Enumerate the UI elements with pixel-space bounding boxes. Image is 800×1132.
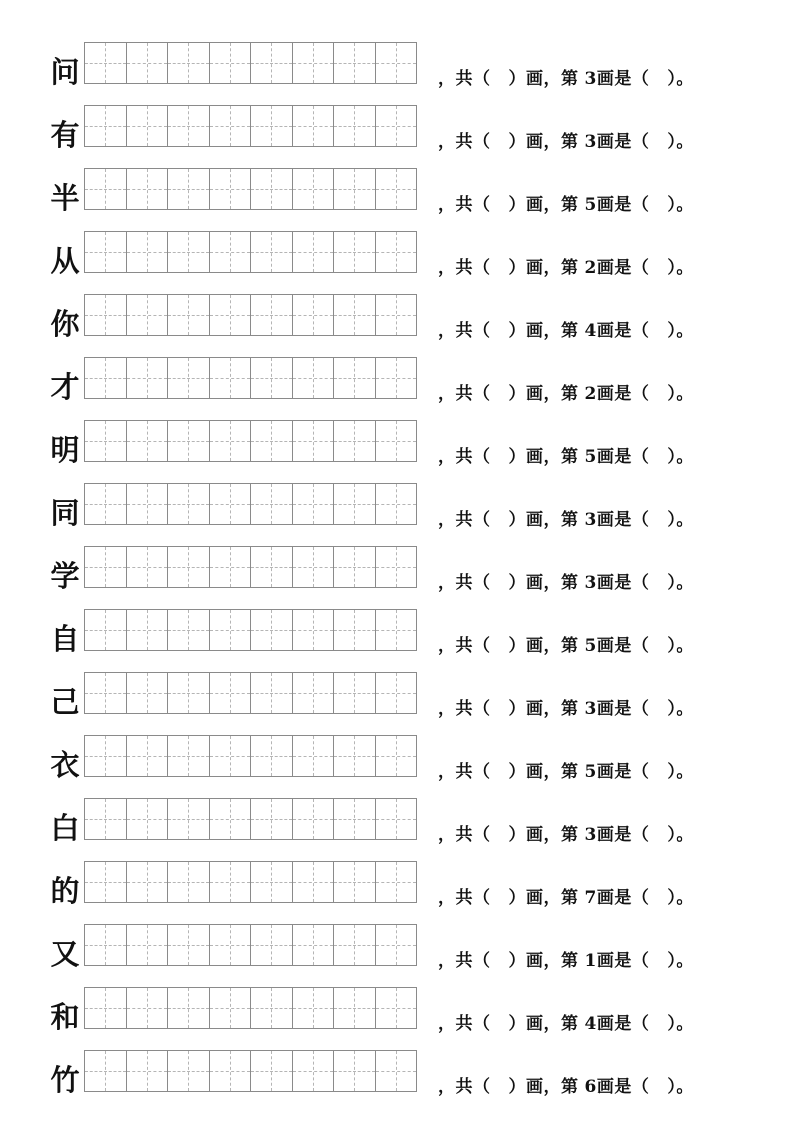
grid-cell: [376, 547, 418, 587]
grid-cell: [210, 1051, 252, 1091]
grid-cell: [210, 421, 252, 461]
question-suffix: 画是（: [596, 1014, 650, 1034]
stroke-number: 6: [584, 1077, 597, 1097]
grid-cell: [376, 736, 418, 776]
grid-cell: [293, 799, 335, 839]
stroke-number: 5: [584, 762, 597, 782]
grid-cell: [376, 925, 418, 965]
grid-cell: [127, 232, 169, 272]
grid-cell: [376, 484, 418, 524]
character-label: 白: [50, 811, 80, 845]
grid-cell: [127, 925, 169, 965]
grid-cell: [210, 295, 252, 335]
grid-cell: [168, 358, 210, 398]
grid-cell: [293, 295, 335, 335]
grid-cell: [251, 862, 293, 902]
grid-cell: [334, 421, 376, 461]
stroke-question: [438, 316, 694, 341]
grid-cell: [251, 358, 293, 398]
writing-grid: [84, 420, 417, 462]
stroke-number: 5: [584, 195, 597, 215]
question-middle: ）画，第: [508, 762, 579, 782]
grid-cell: [210, 358, 252, 398]
grid-cell: [127, 358, 169, 398]
question-end: ）。: [667, 1014, 694, 1034]
grid-cell: [334, 169, 376, 209]
question-prefix: ，共（: [438, 1077, 491, 1097]
grid-cell: [85, 673, 127, 713]
grid-cell: [251, 106, 293, 146]
grid-cell: [210, 484, 252, 524]
grid-cell: [376, 295, 418, 335]
stroke-number: 5: [584, 636, 597, 656]
question-middle: ）画，第: [508, 195, 579, 215]
grid-cell: [127, 799, 169, 839]
writing-grid: [84, 609, 417, 651]
grid-cell: [85, 736, 127, 776]
stroke-question: [438, 64, 694, 89]
grid-cell: [168, 988, 210, 1028]
question-end: ）。: [667, 1077, 694, 1097]
character-label: 半: [50, 181, 80, 215]
question-prefix: ，共（: [438, 321, 491, 341]
question-prefix: ，共（: [438, 573, 491, 593]
grid-cell: [334, 736, 376, 776]
stroke-number: 3: [584, 573, 597, 593]
exercise-row: [0, 861, 800, 911]
grid-cell: [251, 484, 293, 524]
grid-cell: [210, 925, 252, 965]
character-label: 问: [50, 55, 80, 89]
question-middle: ）画，第: [508, 636, 579, 656]
character-label: 你: [50, 307, 80, 341]
grid-cell: [85, 484, 127, 524]
grid-cell: [210, 547, 252, 587]
grid-cell: [251, 43, 293, 83]
question-suffix: 画是（: [596, 762, 650, 782]
question-suffix: 画是（: [596, 510, 650, 530]
question-prefix: ，共（: [438, 1014, 491, 1034]
question-suffix: 画是（: [596, 69, 650, 89]
stroke-number: 4: [584, 1014, 597, 1034]
question-prefix: ，共（: [438, 195, 491, 215]
grid-cell: [127, 484, 169, 524]
grid-cell: [293, 1051, 335, 1091]
grid-cell: [376, 610, 418, 650]
grid-cell: [210, 988, 252, 1028]
stroke-question: [438, 883, 694, 908]
grid-cell: [376, 106, 418, 146]
character-label: 己: [50, 685, 80, 719]
grid-cell: [168, 736, 210, 776]
question-suffix: 画是（: [596, 888, 650, 908]
grid-cell: [251, 232, 293, 272]
grid-cell: [293, 43, 335, 83]
grid-cell: [127, 610, 169, 650]
stroke-number: 2: [584, 258, 597, 278]
grid-cell: [127, 43, 169, 83]
stroke-number: 3: [584, 699, 597, 719]
grid-cell: [210, 736, 252, 776]
grid-cell: [293, 610, 335, 650]
writing-grid: [84, 861, 417, 903]
question-middle: ）画，第: [508, 825, 579, 845]
grid-cell: [293, 484, 335, 524]
writing-grid: [84, 294, 417, 336]
grid-cell: [376, 673, 418, 713]
stroke-number: 3: [584, 69, 597, 89]
grid-cell: [376, 862, 418, 902]
grid-cell: [251, 169, 293, 209]
character-label: 竹: [50, 1063, 80, 1097]
stroke-question: [438, 442, 694, 467]
question-middle: ）画，第: [508, 321, 579, 341]
stroke-number: 2: [584, 384, 597, 404]
question-suffix: 画是（: [596, 132, 650, 152]
grid-cell: [293, 421, 335, 461]
grid-cell: [85, 547, 127, 587]
grid-cell: [85, 295, 127, 335]
question-end: ）。: [667, 258, 694, 278]
grid-cell: [251, 1051, 293, 1091]
writing-grid: [84, 924, 417, 966]
writing-grid: [84, 357, 417, 399]
writing-grid: [84, 168, 417, 210]
exercise-row: [0, 924, 800, 974]
grid-cell: [293, 106, 335, 146]
stroke-question: [438, 127, 694, 152]
grid-cell: [168, 106, 210, 146]
stroke-number: 1: [584, 951, 597, 971]
grid-cell: [210, 610, 252, 650]
question-prefix: ，共（: [438, 888, 491, 908]
question-prefix: ，共（: [438, 69, 491, 89]
grid-cell: [293, 925, 335, 965]
grid-cell: [334, 484, 376, 524]
exercise-row: [0, 1050, 800, 1100]
stroke-question: [438, 1009, 694, 1034]
question-prefix: ，共（: [438, 258, 491, 278]
grid-cell: [168, 673, 210, 713]
question-end: ）。: [667, 447, 694, 467]
question-suffix: 画是（: [596, 951, 650, 971]
stroke-question: [438, 253, 694, 278]
grid-cell: [210, 862, 252, 902]
exercise-row: [0, 420, 800, 470]
writing-grid: [84, 483, 417, 525]
writing-grid: [84, 546, 417, 588]
stroke-question: [438, 946, 694, 971]
question-suffix: 画是（: [596, 573, 650, 593]
grid-cell: [293, 358, 335, 398]
question-end: ）。: [667, 321, 694, 341]
stroke-question: [438, 1072, 694, 1097]
grid-cell: [127, 421, 169, 461]
grid-cell: [251, 673, 293, 713]
question-end: ）。: [667, 951, 694, 971]
grid-cell: [127, 106, 169, 146]
grid-cell: [334, 547, 376, 587]
question-middle: ）画，第: [508, 1077, 579, 1097]
stroke-question: [438, 568, 694, 593]
question-middle: ）画，第: [508, 258, 579, 278]
exercise-row: [0, 735, 800, 785]
question-middle: ）画，第: [508, 132, 579, 152]
grid-cell: [334, 673, 376, 713]
grid-cell: [85, 169, 127, 209]
question-middle: ）画，第: [508, 1014, 579, 1034]
question-suffix: 画是（: [596, 321, 650, 341]
question-end: ）。: [667, 636, 694, 656]
grid-cell: [85, 610, 127, 650]
question-end: ）。: [667, 573, 694, 593]
exercise-row: [0, 798, 800, 848]
writing-grid: [84, 1050, 417, 1092]
grid-cell: [293, 862, 335, 902]
stroke-question: [438, 694, 694, 719]
grid-cell: [251, 988, 293, 1028]
grid-cell: [293, 547, 335, 587]
grid-cell: [168, 547, 210, 587]
grid-cell: [85, 106, 127, 146]
grid-cell: [85, 43, 127, 83]
grid-cell: [168, 295, 210, 335]
question-end: ）。: [667, 69, 694, 89]
grid-cell: [376, 421, 418, 461]
grid-cell: [168, 421, 210, 461]
exercise-row: [0, 483, 800, 533]
grid-cell: [334, 925, 376, 965]
grid-cell: [293, 736, 335, 776]
character-label: 又: [50, 937, 80, 971]
grid-cell: [251, 295, 293, 335]
grid-cell: [168, 925, 210, 965]
question-middle: ）画，第: [508, 384, 579, 404]
grid-cell: [85, 988, 127, 1028]
grid-cell: [293, 988, 335, 1028]
grid-cell: [168, 169, 210, 209]
grid-cell: [210, 799, 252, 839]
character-label: 从: [50, 244, 80, 278]
stroke-number: 3: [584, 132, 597, 152]
grid-cell: [127, 1051, 169, 1091]
grid-cell: [376, 1051, 418, 1091]
question-suffix: 画是（: [596, 699, 650, 719]
stroke-number: 3: [584, 825, 597, 845]
character-label: 和: [50, 1000, 80, 1034]
question-suffix: 画是（: [596, 1077, 650, 1097]
writing-grid: [84, 105, 417, 147]
character-label: 的: [50, 874, 80, 908]
grid-cell: [168, 799, 210, 839]
grid-cell: [210, 673, 252, 713]
question-suffix: 画是（: [596, 195, 650, 215]
grid-cell: [210, 232, 252, 272]
grid-cell: [334, 862, 376, 902]
exercise-row: [0, 987, 800, 1037]
grid-cell: [168, 610, 210, 650]
question-prefix: ，共（: [438, 951, 491, 971]
exercise-row: [0, 609, 800, 659]
grid-cell: [127, 862, 169, 902]
exercise-row: [0, 42, 800, 92]
grid-cell: [210, 43, 252, 83]
grid-cell: [85, 421, 127, 461]
grid-cell: [251, 799, 293, 839]
question-end: ）。: [667, 888, 694, 908]
grid-cell: [168, 43, 210, 83]
grid-cell: [168, 862, 210, 902]
writing-grid: [84, 987, 417, 1029]
character-label: 自: [50, 622, 80, 656]
character-label: 同: [50, 496, 80, 530]
grid-cell: [127, 169, 169, 209]
character-label: 有: [50, 118, 80, 152]
question-suffix: 画是（: [596, 825, 650, 845]
exercise-row: [0, 294, 800, 344]
question-prefix: ，共（: [438, 132, 491, 152]
question-suffix: 画是（: [596, 258, 650, 278]
grid-cell: [168, 1051, 210, 1091]
exercise-row: [0, 168, 800, 218]
grid-cell: [293, 232, 335, 272]
grid-cell: [127, 295, 169, 335]
question-middle: ）画，第: [508, 69, 579, 89]
writing-grid: [84, 735, 417, 777]
question-prefix: ，共（: [438, 699, 491, 719]
grid-cell: [251, 421, 293, 461]
question-middle: ）画，第: [508, 447, 579, 467]
stroke-number: 4: [584, 321, 597, 341]
grid-cell: [168, 232, 210, 272]
grid-cell: [376, 169, 418, 209]
writing-grid: [84, 672, 417, 714]
question-end: ）。: [667, 699, 694, 719]
question-end: ）。: [667, 132, 694, 152]
grid-cell: [334, 43, 376, 83]
grid-cell: [376, 232, 418, 272]
grid-cell: [334, 295, 376, 335]
stroke-number: 7: [584, 888, 597, 908]
grid-cell: [127, 673, 169, 713]
character-label: 学: [50, 559, 80, 593]
stroke-question: [438, 631, 694, 656]
stroke-number: 3: [584, 510, 597, 530]
grid-cell: [85, 1051, 127, 1091]
grid-cell: [251, 736, 293, 776]
stroke-question: [438, 505, 694, 530]
question-middle: ）画，第: [508, 510, 579, 530]
question-middle: ）画，第: [508, 573, 579, 593]
grid-cell: [376, 43, 418, 83]
question-prefix: ，共（: [438, 825, 491, 845]
stroke-question: [438, 190, 694, 215]
writing-grid: [84, 798, 417, 840]
exercise-row: [0, 231, 800, 281]
question-suffix: 画是（: [596, 447, 650, 467]
grid-cell: [210, 106, 252, 146]
character-label: 才: [50, 370, 80, 404]
question-suffix: 画是（: [596, 384, 650, 404]
question-end: ）。: [667, 825, 694, 845]
grid-cell: [334, 988, 376, 1028]
grid-cell: [85, 799, 127, 839]
grid-cell: [334, 358, 376, 398]
writing-grid: [84, 231, 417, 273]
stroke-question: [438, 757, 694, 782]
exercise-row: [0, 357, 800, 407]
grid-cell: [334, 232, 376, 272]
grid-cell: [376, 358, 418, 398]
grid-cell: [127, 736, 169, 776]
writing-grid: [84, 42, 417, 84]
grid-cell: [293, 169, 335, 209]
stroke-question: [438, 820, 694, 845]
grid-cell: [210, 169, 252, 209]
question-middle: ）画，第: [508, 699, 579, 719]
question-end: ）。: [667, 762, 694, 782]
character-label: 明: [50, 433, 80, 467]
grid-cell: [251, 610, 293, 650]
grid-cell: [168, 484, 210, 524]
grid-cell: [85, 232, 127, 272]
grid-cell: [334, 1051, 376, 1091]
question-prefix: ，共（: [438, 636, 491, 656]
grid-cell: [334, 799, 376, 839]
grid-cell: [251, 925, 293, 965]
question-prefix: ，共（: [438, 762, 491, 782]
question-prefix: ，共（: [438, 447, 491, 467]
question-middle: ）画，第: [508, 951, 579, 971]
grid-cell: [85, 925, 127, 965]
grid-cell: [127, 547, 169, 587]
question-prefix: ，共（: [438, 510, 491, 530]
grid-cell: [334, 610, 376, 650]
exercise-row: [0, 105, 800, 155]
question-middle: ）画，第: [508, 888, 579, 908]
question-end: ）。: [667, 510, 694, 530]
grid-cell: [127, 988, 169, 1028]
question-prefix: ，共（: [438, 384, 491, 404]
stroke-question: [438, 379, 694, 404]
exercise-row: [0, 546, 800, 596]
grid-cell: [293, 673, 335, 713]
grid-cell: [85, 358, 127, 398]
question-end: ）。: [667, 195, 694, 215]
grid-cell: [85, 862, 127, 902]
stroke-number: 5: [584, 447, 597, 467]
character-label: 衣: [50, 748, 80, 782]
grid-cell: [251, 547, 293, 587]
exercise-row: [0, 672, 800, 722]
grid-cell: [334, 106, 376, 146]
question-suffix: 画是（: [596, 636, 650, 656]
grid-cell: [376, 988, 418, 1028]
grid-cell: [376, 799, 418, 839]
question-end: ）。: [667, 384, 694, 404]
